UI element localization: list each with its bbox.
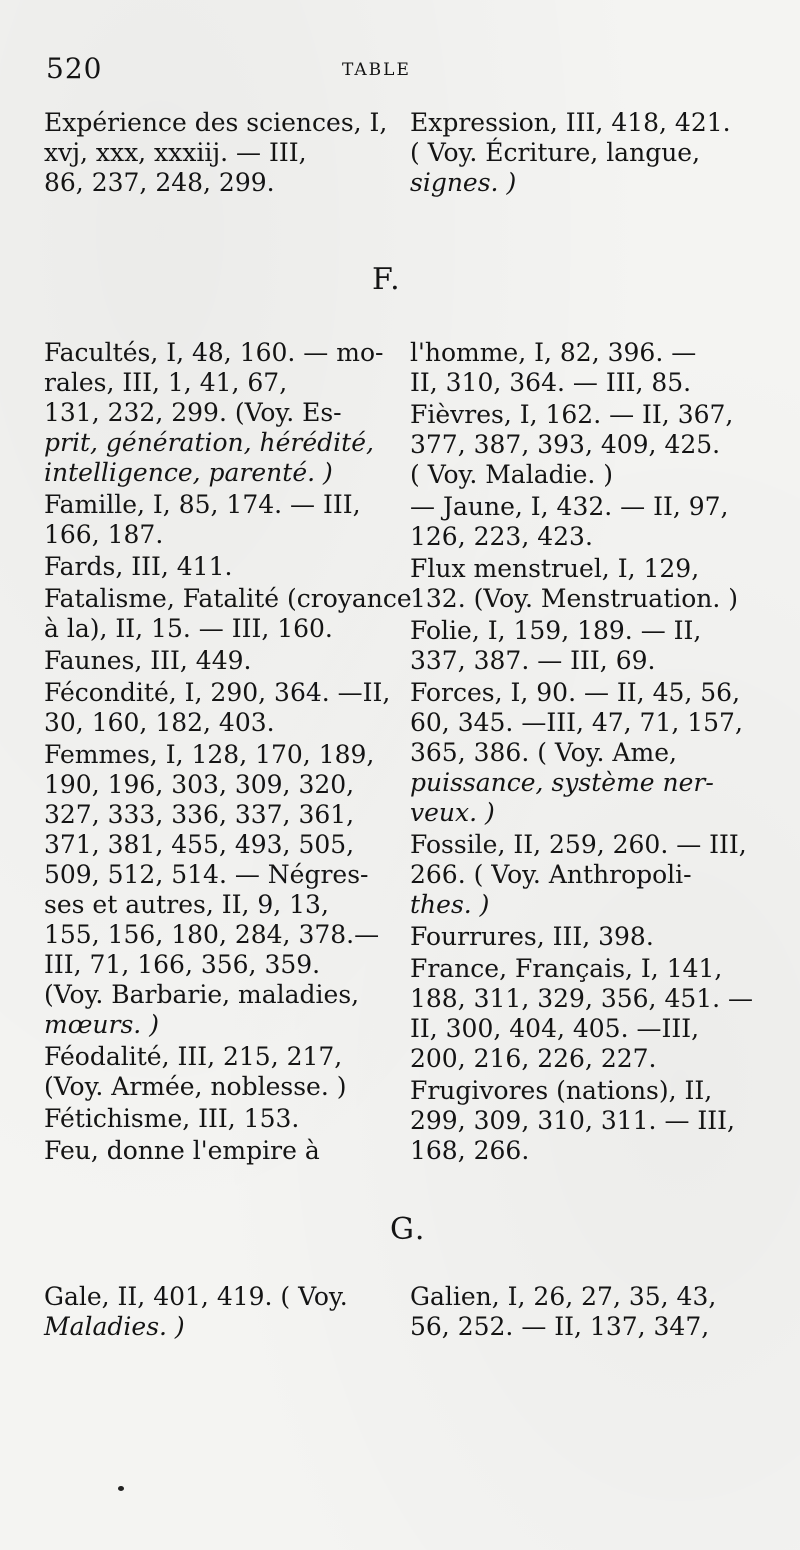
section-g-left-column: [44, 1282, 394, 1344]
index-entry: [44, 552, 394, 582]
entry-line: (Voy. Barbarie, maladies,: [44, 980, 360, 1009]
entry-line: 60, 345. —III, 47, 71, 157,: [410, 708, 743, 737]
entry-line: ( Voy. Maladie. ): [410, 460, 614, 489]
index-entry: [410, 400, 758, 490]
entry-line: 166, 187.: [44, 520, 164, 549]
entry-line: 509, 512, 514. — Négres-: [44, 860, 369, 889]
index-entry: [44, 1136, 394, 1166]
entry-line: Gale, II, 401, 419. ( Voy.: [44, 1282, 348, 1311]
index-entry: [44, 646, 394, 676]
entry-line: France, Français, I, 141,: [410, 954, 723, 983]
top-left-column: [44, 108, 394, 200]
entry-line: Fatalisme, Fatalité (croyance: [44, 584, 412, 613]
entry-line: 327, 333, 336, 337, 361,: [44, 800, 355, 829]
entry-line: mœurs. ): [44, 1010, 159, 1039]
entry-line: Fièvres, I, 162. — II, 367,: [410, 400, 734, 429]
entry-line: xvj, xxx, xxxiij. — III,: [44, 138, 307, 167]
entry-line: thes. ): [410, 890, 490, 919]
entry-line: Expérience des sciences, I,: [44, 108, 388, 137]
index-entry-expression: [410, 108, 758, 198]
entry-line: Féodalité, III, 215, 217,: [44, 1042, 343, 1071]
index-entry: [44, 740, 394, 1040]
entry-line: signes. ): [410, 168, 517, 197]
entry-line: 337, 387. — III, 69.: [410, 646, 656, 675]
entry-line: Folie, I, 159, 189. — II,: [410, 616, 702, 645]
entry-line: 365, 386. ( Voy. Ame,: [410, 738, 677, 767]
index-entry: [410, 830, 758, 920]
entry-line: Forces, I, 90. — II, 45, 56,: [410, 678, 741, 707]
entry-line: 132. (Voy. Menstruation. ): [410, 584, 739, 613]
index-entry: [410, 616, 758, 676]
entry-line: Fossile, II, 259, 260. — III,: [410, 830, 747, 859]
entry-line: ( Voy. Écriture, langue,: [410, 138, 701, 167]
top-right-column: [410, 108, 758, 200]
entry-line: 30, 160, 182, 403.: [44, 708, 275, 737]
entry-line: 56, 252. — II, 137, 347,: [410, 1312, 710, 1341]
index-entry: [410, 1076, 758, 1166]
entry-line: (Voy. Armée, noblesse. ): [44, 1072, 347, 1101]
running-head: TABLE: [342, 60, 411, 80]
section-g-right-column: [410, 1282, 758, 1344]
entry-line: Frugivores (nations), II,: [410, 1076, 713, 1105]
entry-line: 131, 232, 299. (Voy. Es-: [44, 398, 342, 427]
entry-line: III, 71, 166, 356, 359.: [44, 950, 321, 979]
index-entry: [410, 922, 758, 952]
entry-line: Femmes, I, 128, 170, 189,: [44, 740, 375, 769]
entry-line: II, 300, 404, 405. —III,: [410, 1014, 700, 1043]
ink-speck: [118, 1486, 124, 1491]
entry-line: 126, 223, 423.: [410, 522, 593, 551]
entry-line: Flux menstruel, I, 129,: [410, 554, 700, 583]
entry-line: II, 310, 364. — III, 85.: [410, 368, 692, 397]
index-entry: [44, 1042, 394, 1102]
entry-line: Fécondité, I, 290, 364. —II,: [44, 678, 391, 707]
entry-line: 168, 266.: [410, 1136, 530, 1165]
index-entry: [410, 678, 758, 828]
index-entry: [44, 1282, 394, 1342]
index-entry: [44, 490, 394, 550]
entry-line: Fourrures, III, 398.: [410, 922, 654, 951]
entry-line: à la), II, 15. — III, 160.: [44, 614, 333, 643]
index-entry: [44, 338, 394, 488]
entry-line: Fards, III, 411.: [44, 552, 233, 581]
index-entry: [410, 338, 758, 398]
index-entry: [410, 492, 758, 552]
index-entry: [410, 954, 758, 1074]
section-f-left-column: [44, 338, 412, 1168]
entry-line: 377, 387, 393, 409, 425.: [410, 430, 721, 459]
entry-line: 190, 196, 303, 309, 320,: [44, 770, 355, 799]
entry-line: Facultés, I, 48, 160. — mo-: [44, 338, 384, 367]
entry-line: rales, III, 1, 41, 67,: [44, 368, 288, 397]
entry-line: 266. ( Voy. Anthropoli-: [410, 860, 692, 889]
section-letter-g: G.: [390, 1212, 427, 1247]
index-entry: [410, 554, 758, 614]
index-entry: [44, 1104, 394, 1134]
index-entry: [44, 584, 412, 644]
index-entry: [44, 678, 394, 738]
entry-line: Expression, III, 418, 421.: [410, 108, 731, 137]
page-number: 520: [46, 52, 103, 85]
entry-line: 299, 309, 310, 311. — III,: [410, 1106, 735, 1135]
entry-line: puissance, système ner-: [410, 768, 714, 797]
entry-line: 200, 216, 226, 227.: [410, 1044, 657, 1073]
entry-line: 155, 156, 180, 284, 378.—: [44, 920, 380, 949]
section-f-right-column: [410, 338, 758, 1168]
section-letter-f: F.: [372, 262, 402, 297]
entry-line: l'homme, I, 82, 396. —: [410, 338, 697, 367]
entry-line: veux. ): [410, 798, 495, 827]
entry-line: intelligence, parenté. ): [44, 458, 333, 487]
entry-line: Galien, I, 26, 27, 35, 43,: [410, 1282, 717, 1311]
entry-line: 371, 381, 455, 493, 505,: [44, 830, 355, 859]
index-entry: [410, 1282, 758, 1342]
entry-line: Famille, I, 85, 174. — III,: [44, 490, 361, 519]
index-entry-experience: [44, 108, 394, 198]
entry-line: 188, 311, 329, 356, 451. —: [410, 984, 754, 1013]
entry-line: prit, génération, hérédité,: [44, 428, 374, 457]
entry-line: — Jaune, I, 432. — II, 97,: [410, 492, 729, 521]
entry-line: Feu, donne l'empire à: [44, 1136, 320, 1165]
entry-line: 86, 237, 248, 299.: [44, 168, 275, 197]
entry-line: ses et autres, II, 9, 13,: [44, 890, 329, 919]
entry-line: Faunes, III, 449.: [44, 646, 252, 675]
entry-line: Fétichisme, III, 153.: [44, 1104, 300, 1133]
entry-line: Maladies. ): [44, 1312, 185, 1341]
